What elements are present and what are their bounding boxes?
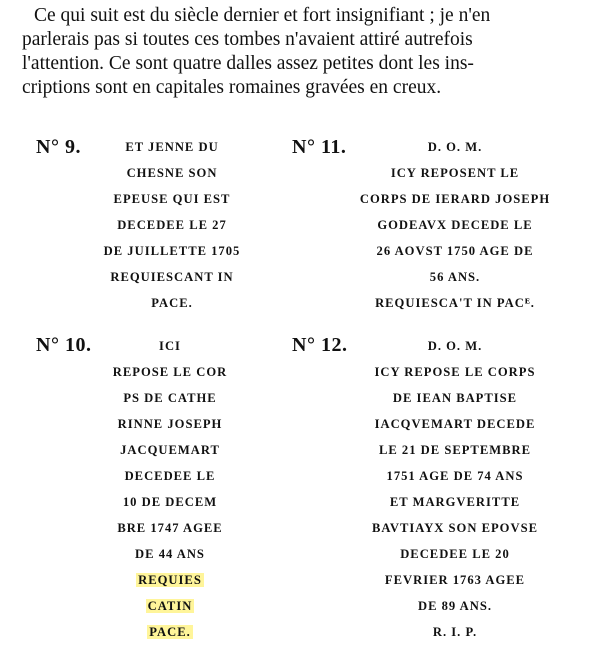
inscription-line: D. O. M. [427,339,483,353]
inscription-11 [335,134,575,316]
inscription-line: EPEUSE QUI EST [113,192,231,206]
inscription-line: JACQUEMART [120,443,220,457]
inscription-line: PACE. [151,296,193,310]
inscription-line: DECEDEE LE [124,469,216,483]
inscription-line: CORPS DE IERARD JOSEPH [359,192,551,206]
inscription-line: 56 ANS. [429,270,481,284]
inscription-line: ICY REPOSE LE CORPS [374,365,536,379]
inscription-line: REQUIESCANT IN [110,270,234,284]
intro-line: parlerais pas si toutes ces tombes n'avaient attiré autrefois [22,29,473,50]
inscription-line: 1751 AGE DE 74 ANS [386,469,524,483]
inscription-number-12: N° 12. [292,334,348,356]
inscription-line: PS DE CATHE [123,391,217,405]
inscription-line: ICY REPOSENT LE [390,166,520,180]
inscription-line: DE 44 ANS [135,547,205,561]
intro-line: Ce qui suit est du siècle dernier et fort insignifiant ; je n'en [34,5,491,26]
inscription-line: DE JUILLETTE 1705 [103,244,241,258]
inscription-number-11: N° 11. [292,136,347,158]
inscription-line: D. O. M. [427,140,483,154]
inscription-line: REPOSE LE COR [112,365,228,379]
inscription-line: 10 DE DECEM [122,495,218,509]
inscription-line: R. I. P. [432,625,478,639]
inscription-10 [70,333,270,645]
inscription-line: 26 AOVST 1750 AGE DE [376,244,534,258]
inscription-line: LE 21 DE SEPTEMBRE [378,443,531,457]
inscription-line: CHESNE SON [126,166,218,180]
inscription-line: DECEDEE LE 20 [400,547,510,561]
intro-line: criptions sont en capitales romaines gravées en creux. [22,77,442,98]
inscription-9 [72,134,272,316]
inscription-12 [335,333,575,645]
inscription-line: DECEDEE LE 27 [117,218,227,232]
intro-paragraph [22,4,588,100]
inscription-line: GODEAVX DECEDE LE [377,218,533,232]
inscription-line: ICI [159,339,181,353]
inscription-line: RINNE JOSEPH [117,417,223,431]
inscription-line: REQUIESCA'T IN PACᴱ. [375,296,535,310]
inscription-number-10: N° 10. [36,334,92,356]
inscription-number-9: N° 9. [36,136,81,158]
inscription-line: ET MARGVERITTE [389,495,521,509]
highlighted-line: REQUIES [138,573,202,587]
inscription-line: BAVTIAYX SON EPOVSE [372,521,538,535]
highlighted-line: CATIN [147,599,193,613]
inscription-line: DE 89 ANS. [417,599,493,613]
intro-line: l'attention. Ce sont quatre dalles assez petites dont les ins- [22,53,474,74]
inscription-line: DE IEAN BAPTISE [392,391,518,405]
inscription-line: IACQVEMART DECEDE [374,417,536,431]
inscription-line: FEVRIER 1763 AGEE [384,573,526,587]
highlighted-line: PACE. [149,625,191,639]
inscription-line: BRE 1747 AGEE [117,521,223,535]
inscription-line: ET JENNE DU [125,140,219,154]
